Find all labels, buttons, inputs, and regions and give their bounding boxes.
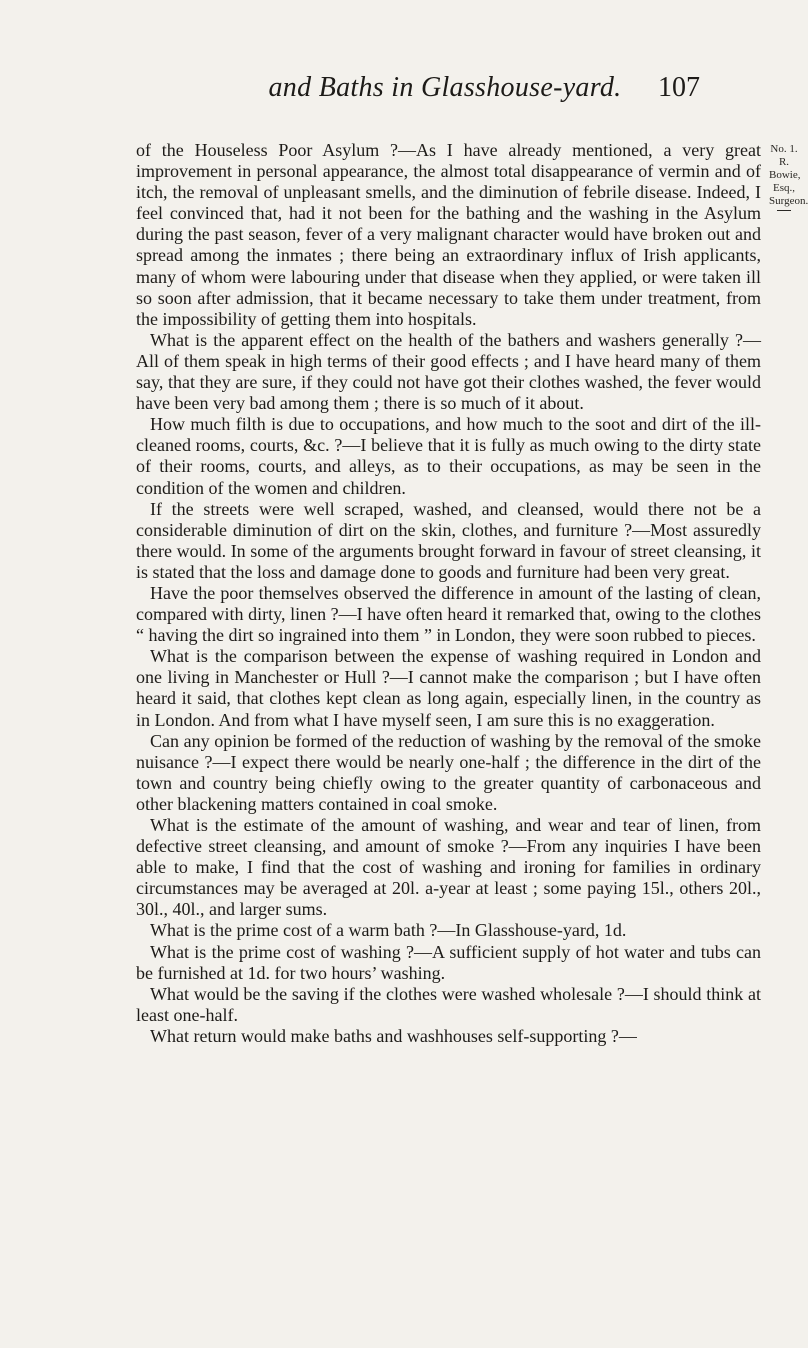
margin-note	[769, 143, 808, 211]
paragraph: What would be the saving if the clothes were washed wholesale ?—I should think at least one-half.	[136, 983, 761, 1025]
paragraph: of the Houseless Poor Asylum ?—As I have already mentioned, a very great improvement in personal appearance, the almost total disappearance of vermin and of itch, the removal of unpleasant smells, and the diminution of febrile disease. Indeed, I feel convinced that, had it not been for the bathing and the washing in the Asylum during the past season, fever of a very malignant character would have broken out and spread among the inmates ; there being an extraordinary influx of Irish applicants, many of whom were labouring under that disease when they applied, or were taken ill so soon after admission, that it became necessary to take them under treatment, from the impossibility of getting them into hospitals.	[136, 140, 761, 329]
paragraph: Can any opinion be formed of the reduction of washing by the removal of the smoke nuisance ?—I expect there would be nearly one-half ; the difference in the dirt of the town and country being chiefly owing to the greater quantity of carbonaceous and other blackening matters contained in coal smoke.	[136, 730, 761, 814]
paragraph: What is the prime cost of washing ?—A sufficient supply of hot water and tubs can be furnished at 1d. for two hours’ washing.	[136, 941, 761, 983]
paragraph: What is the apparent effect on the health of the bathers and washers generally ?—All of them speak in high terms of their good effects ; and I have heard many of them say, that they are sure, if they could not have got their clothes washed, the fever would have been very bad among them ; there is so much of it about.	[136, 329, 761, 414]
running-head	[0, 72, 800, 112]
paragraph: What is the estimate of the amount of washing, and wear and tear of linen, from defective street cleansing, and amount of smoke ?—From any inquiries I have been able to make, I find that the cost of washing and ironing for families in ordinary circumstances may be averaged at 20l. a-year at least ; some paying 15l., others 20l., 30l., 40l., and larger sums.	[136, 815, 761, 920]
paragraph: If the streets were well scraped, washed, and cleansed, would there not be a considerable diminution of dirt on the skin, clothes, and furniture ?—Most assuredly there would. In some of the arguments brought forward in favour of street cleansing, it is stated that the loss and damage done to goods and furniture had been very great.	[136, 498, 761, 582]
witness-name: R. Bowie,	[769, 156, 801, 181]
paragraph: What return would make baths and washhouses self-supporting ?—	[150, 1025, 637, 1046]
paragraph: How much filth is due to occupations, and how much to the soot and dirt of the ill-cleaned rooms, courts, &c. ?—I believe that it is fully as much owing to the dirty state of their rooms, courts, and alleys, as to their occupations, as may be seen in the condition of the women and children.	[136, 414, 761, 498]
running-title: and Baths in Glasshouse-yard.	[268, 72, 622, 103]
body-text	[136, 140, 761, 1047]
paragraph: What is the comparison between the expense of washing required in London and one living in Manchester or Hull ?—I cannot make the comparison ; but I have often heard it said, that clothes kept clean as long again, especially linen, in the country as in London. And from what I have myself seen, I am sure this is no exaggeration.	[136, 646, 761, 730]
witness-number: No. 1.	[770, 143, 798, 155]
margin-rule	[777, 210, 791, 211]
witness-title: Esq.,	[773, 182, 795, 194]
paragraph: What is the prime cost of a warm bath ?—In Glasshouse-yard, 1d.	[150, 920, 627, 941]
paragraph: Have the poor themselves observed the difference in amount of the lasting of clean, compared with dirty, linen ?—I have often heard it remarked that, owing to the clothes “ having the dirt so ingrained into them ” in London, they were soon rubbed to pieces.	[136, 582, 761, 646]
page-number: 107	[658, 72, 700, 103]
witness-role: Surgeon.	[769, 195, 808, 207]
